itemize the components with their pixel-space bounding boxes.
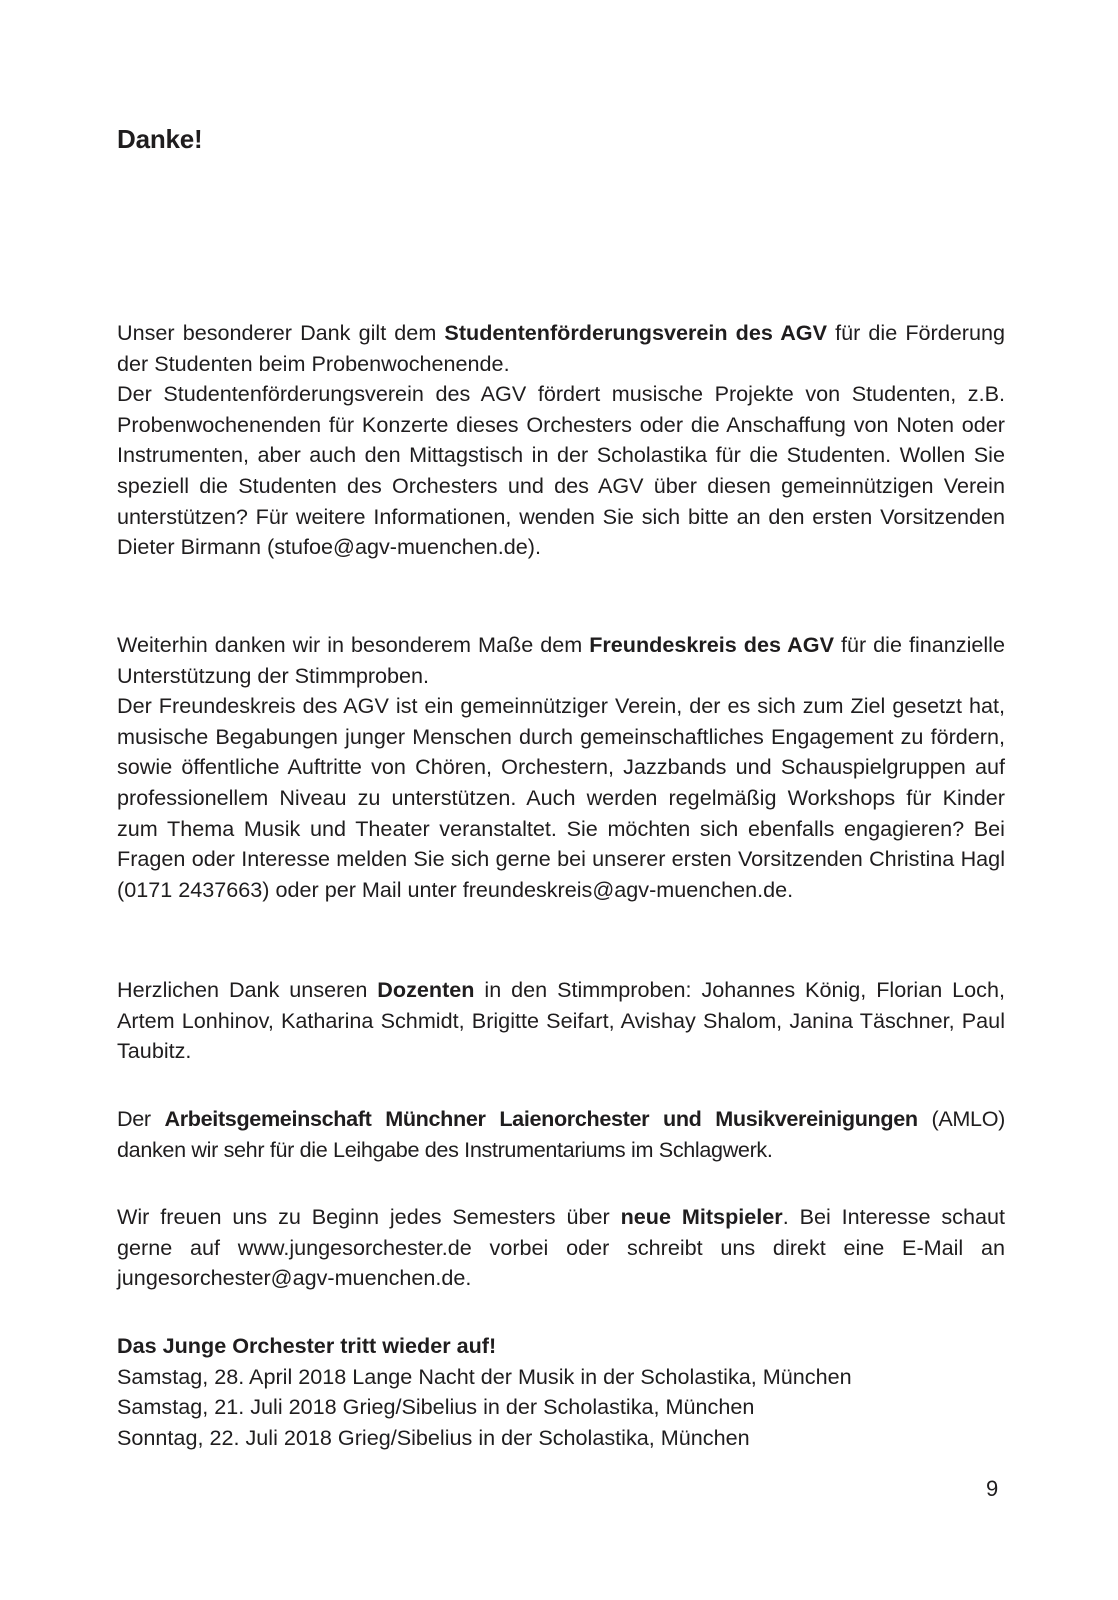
freundeskreis-lead-post: für die finanzielle Unterstützung der Stimmproben. <box>117 632 1005 688</box>
dozenten-post: in den Stimmproben: Johannes König, Florian Loch, Artem Lonhinov, Katharina Schmidt, Brigitte Seifart, Avishay Shalom, Janina Täschner, Paul Taubitz. <box>117 977 1005 1064</box>
concert-item: Sonntag, 22. Juli 2018 Grieg/Sibelius in der Scholastika, München <box>117 1424 750 1450</box>
dozenten-bold: Dozenten <box>377 977 475 1002</box>
amlo-text <box>117 1104 1005 1165</box>
section-studentenfoerderungsverein <box>117 318 1005 563</box>
freundeskreis-lead-text: Weiterhin danken wir in besonderem Maße dem <box>117 632 590 657</box>
freundeskreis-lead <box>117 630 1005 691</box>
dozenten-pre: Herzlichen Dank unseren <box>117 977 378 1002</box>
amlo-pre: Der <box>117 1106 165 1131</box>
page-title: Danke! <box>117 124 203 154</box>
stufoe-lead-post: für die Förderung der Studenten beim Probenwochenende. <box>117 320 1005 376</box>
mitspieler-bold: neue Mitspieler <box>620 1204 783 1229</box>
freundeskreis-lead-bold: Freundeskreis des AGV <box>589 632 834 657</box>
section-freundeskreis <box>117 630 1005 905</box>
concert-item: Samstag, 21. Juli 2018 Grieg/Sibelius in der Scholastika, München <box>117 1394 755 1420</box>
page-number: 9 <box>986 1476 999 1501</box>
mitspieler-post: . Bei Interesse schaut gerne auf www.jungesorchester.de vorbei oder schreibt uns direkt eine E-Mail an jungesorchester@agv-muenchen.de. <box>117 1204 1005 1291</box>
mitspieler-text <box>117 1202 1005 1294</box>
section-amlo <box>117 1104 1005 1165</box>
freundeskreis-body: Der Freundeskreis des AGV ist ein gemeinnütziger Verein, der es sich zum Ziel gesetzt hat, musische Begabungen junger Menschen durch gemeinschaftliches Engagement zu fördern, sowie öffentliche Auftritte von Chören, Orchestern, Jazzbands und Schauspielgruppen auf professionellem Niveau zu unterstützen. Auch werden regelmäßig Workshops für Kinder zum Thema Musik und Theater veranstaltet. Sie möchten sich ebenfalls engagieren? Bei Fragen oder Interesse melden Sie sich gerne bei unserer ersten Vorsitzenden Christina Hagl (0171 2437663) oder per Mail unter freundeskreis@agv-muenchen.de. <box>117 693 1005 902</box>
stufoe-lead-text: Unser besonderer Dank gilt dem <box>117 320 445 345</box>
section-concerts <box>117 1331 1005 1453</box>
concerts-heading: Das Junge Orchester tritt wieder auf! <box>117 1333 497 1358</box>
amlo-bold: Arbeitsgemeinschaft Münchner Laienorchester und Musikvereinigungen <box>164 1106 918 1131</box>
mitspieler-pre: Wir freuen uns zu Beginn jedes Semesters über <box>117 1204 621 1229</box>
section-dozenten <box>117 975 1005 1067</box>
stufoe-body: Der Studentenförderungsverein des AGV fördert musische Projekte von Studenten, z.B. Probenwochenenden für Konzerte dieses Orchesters oder die Anschaffung von Noten oder Instrumenten, aber auch den Mittagstisch in der Scholastika für die Studenten. Wollen Sie speziell die Studenten des Orchesters und des AGV über diesen gemeinnützigen Verein unterstützen? Für weitere Informationen, wenden Sie sich bitte an den ersten Vorsitzenden Dieter Birmann (stufoe@agv-muenchen.de). <box>117 381 1005 560</box>
stufoe-lead-bold: Studentenförderungsverein des AGV <box>444 320 827 345</box>
dozenten-text <box>117 975 1005 1067</box>
amlo-post: (AMLO) danken wir sehr für die Leihgabe des Instrumentariums im Schlagwerk. <box>117 1106 1005 1162</box>
concert-item: Samstag, 28. April 2018 Lange Nacht der Musik in der Scholastika, München <box>117 1363 852 1389</box>
stufoe-lead <box>117 318 1005 379</box>
section-mitspieler <box>117 1202 1005 1294</box>
